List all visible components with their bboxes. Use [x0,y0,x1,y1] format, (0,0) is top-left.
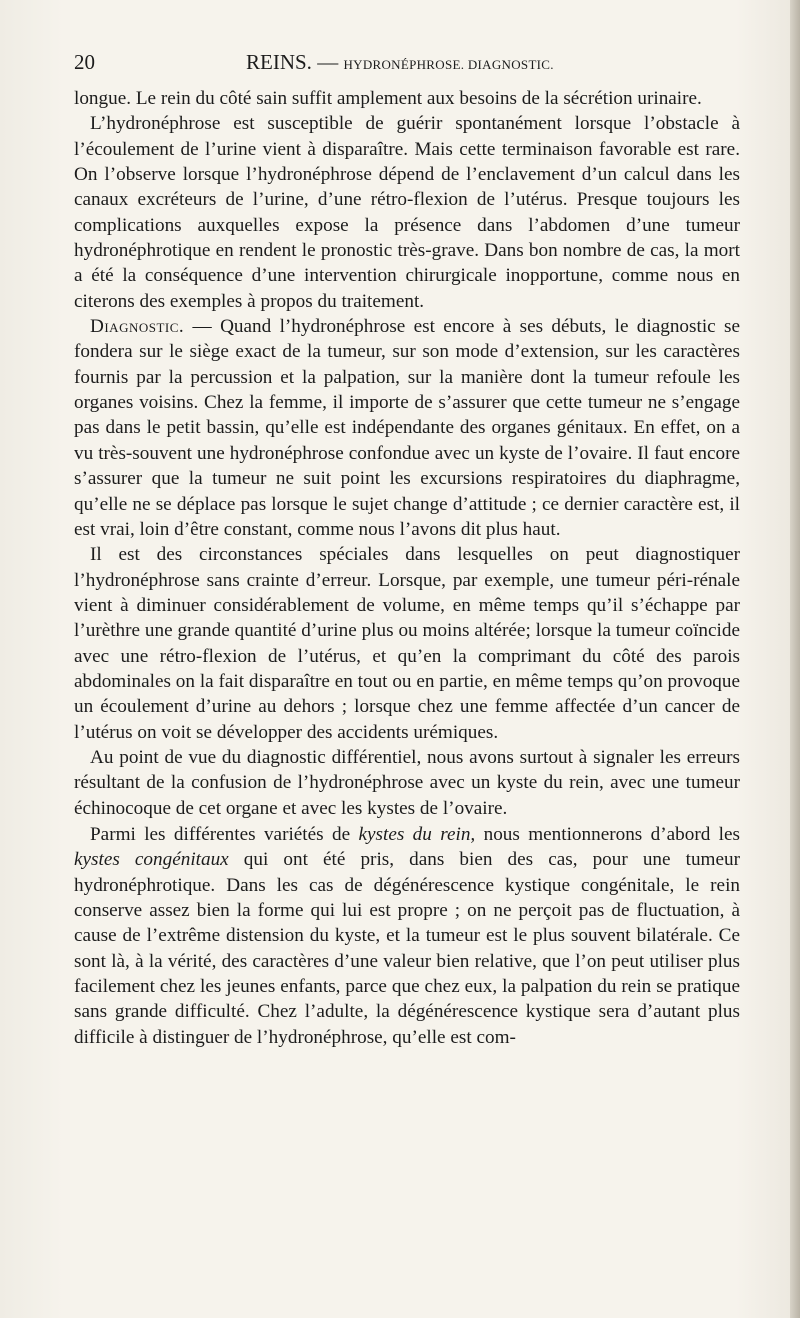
running-title [246,50,554,75]
paragraph-6-part-a: Parmi les différentes variétés de [90,823,359,845]
paragraph-3 [74,314,740,542]
section-label-diagnostic: Diagnostic. [90,316,185,338]
running-header [74,48,744,78]
paragraph-1: longue. Le rein du côté sain suffit amplement aux besoins de la sécrétion urinaire. [74,88,702,109]
running-title-sub: HYDRONÉPHROSE. DIAGNOSTIC. [343,57,554,72]
paragraph-3-text: — Quand l’hydronéphrose est encore à ses débuts, le diagnostic se fondera sur le siège exact de la tumeur, sur son mode d’extension, sur les caractères fournis par la percussion et la palpation, sur la manière dont la tumeur refoule les organes voisins. Chez la femme, il importe de s’assurer que cette tumeur ne s’engage pas dans le petit bassin, qu’elle est indépendante des organes génitaux. En effet, on a vu très-souvent une hydronéphrose confondue avec un kyste de l’ovaire. Il faut encore s’assurer que la tumeur ne suit point les excursions respiratoires du diaphragme, qu’elle ne se déplace pas lorsque le sujet change d’attitude ; ce dernier caractère est, il est vrai, loin d’être constant, comme nous l’avons dit plus haut. [74,316,740,540]
running-title-main: REINS. [246,50,312,74]
italic-term-kystes-congenitaux: kystes congénitaux [74,849,229,871]
paragraph-6-part-c: qui ont été pris, dans bien des cas, pour une tumeur hydronéphrotique. Dans les cas de dégénérescence kystique congénitale, le rein conserve assez bien la forme qui lui est propre ; on ne perçoit pas de fluctuation, à cause de l’extrême distension du kyste, et la tumeur est le plus souvent bilatérale. Ce sont là, à la vérité, des caractères d’une valeur bien relative, que l’on peut utiliser plus facilement chez les jeunes enfants, parce que chez eux, la palpation du rein se pratique sans grande difficulté. Chez l’adulte, la dégénérescence kystique sera d’autant plus difficile à distinguer de l’hydronéphrose, qu’elle est com- [74,849,740,1048]
paragraph-6-part-b: nous mentionnerons d’abord les [475,823,740,845]
page-edge-shadow [790,0,800,1318]
paragraph-4: Il est des circonstances spéciales dans lesquelles on peut diagnostiquer l’hydronéphrose sans crainte d’erreur. Lorsque, par exemple, une tumeur péri-rénale vient à diminuer considérablement de volume, en même temps qu’il s’échappe par l’urèthre une grande quantité d’urine plus ou moins altérée; lorsque la tumeur coïncide avec une rétro-flexion de l’utérus, et qu’en la comprimant du côté des parois abdominales on la fait disparaître en tout ou en partie, en même temps qu’on provoque un écoulement d’urine au dehors ; lorsque chez une femme affectée d’un cancer de l’utérus on voit se développer des accidents urémiques. [74,544,740,743]
paragraph-2: L’hydronéphrose est susceptible de guérir spontanément lorsque l’obstacle à l’écoulement de l’urine vient à disparaître. Mais cette terminaison favorable est rare. On l’observe lorsque l’hydronéphrose dépend de l’enclavement d’un calcul dans les canaux excréteurs de l’urine, d’une rétro-flexion de l’utérus. Presque toujours les complications auxquelles expose la présence dans l’abdomen d’une tumeur hydronéphrotique en rendent le pronostic très-grave. Dans bon nombre de cas, la mort a été la conséquence d’une intervention chirurgicale inopportune, comme nous en citerons des exemples à propos du traitement. [74,113,740,312]
running-title-dash: — [311,50,344,74]
body-text [74,86,740,1050]
paragraph-6 [74,822,740,1050]
italic-term-kystes-du-rein: kystes du rein, [358,823,476,845]
page-number: 20 [74,50,95,74]
paragraph-5: Au point de vue du diagnostic différentiel, nous avons surtout à signaler les erreurs résultant de la confusion de l’hydronéphrose avec un kyste du rein, avec une tumeur échinocoque de cet organe et avec les kystes de l’ovaire. [74,746,740,819]
